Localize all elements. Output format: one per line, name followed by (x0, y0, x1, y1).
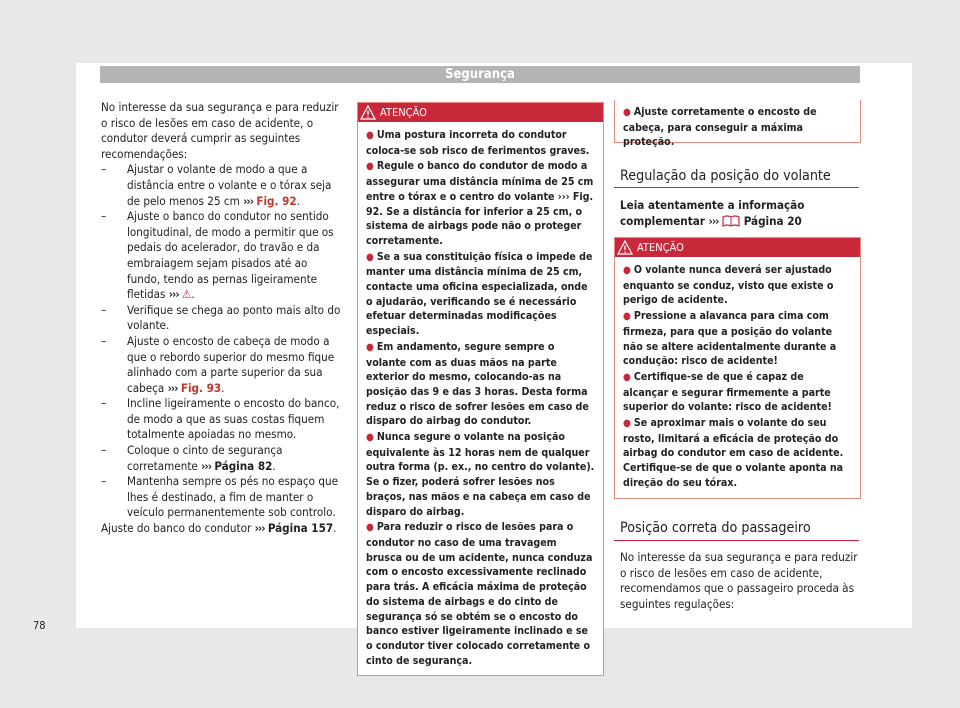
section-rule (614, 540, 859, 541)
warning-item-text: Uma postura incorreta do condutor coloca-se sob risco de ferimentos graves. (366, 129, 590, 157)
reference-arrows: ››› (243, 193, 253, 208)
warning-title: ATENÇÃO (380, 106, 427, 119)
warning-triangle-icon (615, 238, 635, 257)
book-icon (722, 214, 740, 228)
reference-arrows: ››› (167, 380, 178, 395)
page-number: 78 (33, 619, 46, 632)
warning-item (366, 520, 595, 668)
bullet-icon: ● (366, 161, 374, 173)
warning-item (366, 340, 595, 429)
warning-continuation-item (623, 105, 852, 150)
steering-page-link[interactable]: Página 20 (743, 213, 802, 228)
bullet-icon: ● (366, 251, 374, 263)
page-header: Segurança (100, 66, 860, 83)
warning-item-text: Se a sua constituição física o impede de manter uma distância mínima de 25 cm, contacte uma oficina especializada, onde o ajudarão, verificando se é necessário efetuar determinadas modificações especiais. (366, 250, 593, 338)
recommendation-item (101, 334, 341, 396)
bullet-icon: ● (623, 371, 631, 383)
item-tail: . (191, 287, 195, 302)
warning-body (615, 257, 860, 498)
warning-body (358, 122, 603, 675)
passenger-intro (620, 550, 860, 612)
warning-item (623, 309, 852, 369)
recommendation-item (101, 209, 341, 303)
warning-item (623, 263, 852, 308)
reference-arrows: ››› (201, 458, 212, 473)
warning-item (366, 250, 595, 339)
recommendation-text: Incline ligeiramente o encosto do banco, de modo a que as suas costas fiquem totalmente apoiadas no mesmo. (127, 396, 340, 442)
warning-item (366, 159, 595, 248)
warning-item (366, 128, 595, 158)
bullet-icon: ● (366, 522, 374, 534)
warning-item (623, 416, 852, 491)
steering-arrows: ››› (708, 213, 719, 228)
section-title-steering: Regulação da posição do volante (620, 168, 831, 184)
column-left (101, 100, 341, 537)
recommendation-text: Ajuste o encosto de cabeça de modo a que o rebordo superior do mesmo fique alinhado com a parte superior da sua cabeça (127, 333, 335, 395)
section-rule (614, 187, 859, 188)
warning-item (366, 430, 595, 519)
warning-item-text: Certifique-se de que é capaz de alcançar e segurar firmemente a parte superior do volante: risco de acidente! (623, 370, 832, 414)
warning-header (615, 238, 860, 257)
bullet-icon: ● (623, 311, 631, 323)
recommendation-text: Ajuste o banco do condutor no sentido longitudinal, de modo a permitir que os pedais do acelerador, do travão e da embraiagem sejam pisados até ao fundo, tendo as pernas ligeiramente fletidas (127, 209, 334, 302)
recommendation-item (101, 162, 341, 209)
closing-paragraph (101, 521, 341, 537)
steering-intro (620, 198, 860, 229)
section-title-passenger: Posição correta do passageiro (620, 520, 811, 536)
recommendation-text: Verifique se chega ao ponto mais alto do volante. (127, 302, 341, 333)
warning-continuation-box (614, 100, 861, 149)
warning-box-seat (357, 102, 604, 676)
closing-arrows: ››› (254, 521, 265, 536)
warning-title: ATENÇÃO (637, 241, 684, 254)
warning-triangle-icon[interactable]: ⚠ (181, 287, 192, 302)
warning-continuation-text: Ajuste corretamente o encosto de cabeça, para conseguir a máxima proteção. (623, 106, 817, 149)
recommendation-text: Mantenha sempre os pés no espaço que lhes é destinado, a fim de manter o veículo permanentemente sob controlo. (127, 474, 339, 520)
recommendation-item (101, 443, 341, 474)
warning-item-text: Para reduzir o risco de lesões para o condutor no caso de uma travagem brusca ou de um acidente, nunca conduza com o encosto excessivamente reclinado para trás. A eficácia máxima de proteção do sistema de airbags e do cinto de segurança só se obtém se o encosto do banco estiver ligeiramente inclinado e se o condutor tiver colocado corretamente o cinto de segurança. (366, 521, 593, 667)
bullet-icon: ● (366, 432, 374, 444)
recommendation-text: Coloque o cinto de segurança corretamente (127, 443, 283, 473)
warning-box-steering (614, 237, 861, 499)
recommendation-list (101, 162, 341, 521)
warning-item-text: Se aproximar mais o volante do seu rosto, limitará a eficácia de proteção do airbag do condutor em caso de acidente. Certifique-se de que o volante aponta na direção do seu tórax. (623, 417, 844, 489)
warning-triangle-icon (358, 103, 378, 122)
warning-item-text: Regule o banco do condutor de modo a assegurar uma distância mínima de 25 cm entre o tórax e o centro do volante ››› Fig. 92. Se a distância for inferior a 25 cm, o sistema de airbags pode não o proteger corretamente. (366, 160, 594, 247)
reference-link[interactable]: Fig. 93 (180, 380, 222, 395)
recommendation-item (101, 303, 341, 334)
reference-link[interactable]: Fig. 92 (256, 193, 297, 208)
recommendation-item (101, 474, 341, 521)
bullet-icon: ● (366, 341, 374, 353)
item-tail: . (272, 458, 276, 473)
bullet-icon: ● (623, 418, 631, 430)
bullet-icon: ● (623, 107, 631, 118)
item-tail: . (221, 380, 225, 395)
reference-link[interactable]: Página 82 (214, 458, 273, 473)
recommendation-text: Ajustar o volante de modo a que a distância entre o volante e o tórax seja de pelo menos 25 cm (127, 162, 332, 208)
warning-item (623, 370, 852, 415)
warning-item-text: Em andamento, segure sempre o volante com as duas mãos na parte exterior do mesmo, colocando-as na posição das 9 e das 3 horas. Desta forma reduz o risco de sofrer lesões em caso de disparo do airbag do condutor. (366, 340, 589, 428)
bullet-icon: ● (623, 265, 631, 276)
warning-item-text: O volante nunca deverá ser ajustado enquanto se conduz, visto que existe o perigo de acidente. (623, 264, 834, 307)
closing-tail: . (333, 521, 337, 536)
warning-item-text: Nunca segure o volante na posição equivalente às 12 horas nem de qualquer outra forma (p. ex., no centro do volante). Se o fizer, poderá sofrer lesões nos braços, nas mãos e na cabeça em caso de disparo do airbag. (366, 431, 595, 518)
steering-intro-text: Leia atentamente a informação complementar (620, 198, 805, 228)
closing-page-link[interactable]: Página 157 (267, 521, 334, 536)
reference-arrows: ››› (168, 287, 179, 302)
warning-header (358, 103, 603, 122)
recommendation-item (101, 396, 341, 443)
warning-item-text: Pressione a alavanca para cima com firmeza, para que a posição do volante não se altere acidentalmente durante a condução: risco de acidente! (623, 310, 837, 368)
intro-paragraph: No interesse da sua segurança e para reduzir o risco de lesões em caso de acidente, o condutor deverá cumprir as seguintes recomendações: (101, 100, 339, 161)
item-tail: . (296, 193, 300, 208)
bullet-icon: ● (366, 130, 374, 141)
closing-text: Ajuste do banco do condutor (101, 521, 252, 536)
passenger-intro-text: No interesse da sua segurança e para reduzir o risco de lesões em caso de acidente, recomendamos que o passageiro proceda às seguintes regulações: (620, 550, 858, 611)
